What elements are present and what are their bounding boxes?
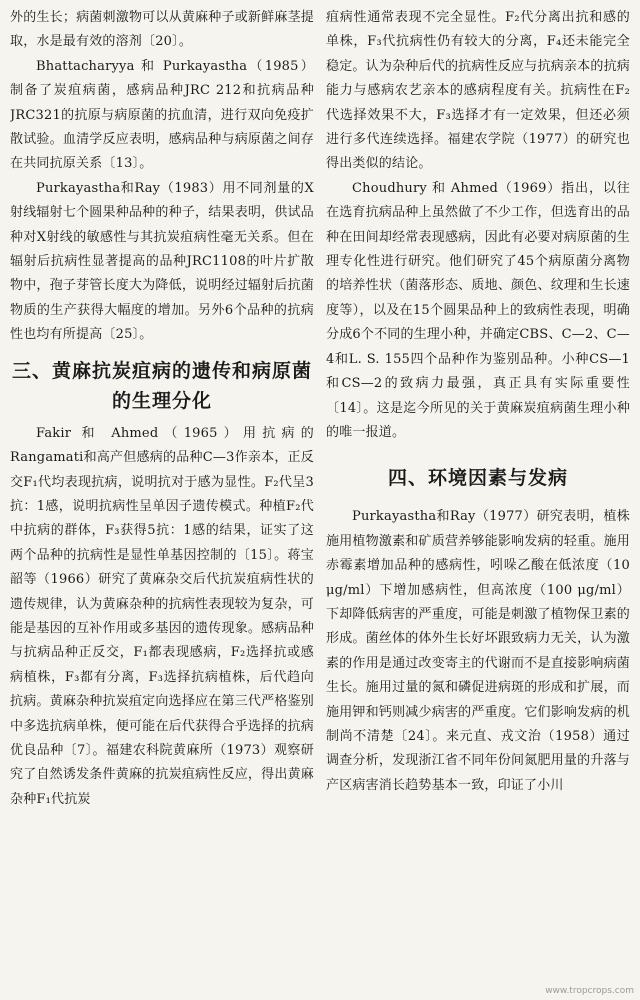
paragraph: Purkayastha和Ray（1977）研究表明，植株施用植物激素和矿质营养够能影响发病的轻重。施用赤霉素增加品种的感病性，吲哚乙酸在低浓度（10 μg/ml）下增加感病性，但高浓度（100 μg/ml）下却降低病害的严重度，可能是刺激了植物保卫素的形成。菌丝体的体外生长好坏跟致病力无关，认为激素的作用是通过改变寄主的代谢而不是直接影响病菌生长。施用过量的氮和磷促进病斑的形成和扩展，而施用钾和钙则减少病害的严重度。它们影响发病的机制尚不清楚〔24〕。来元直、戎文治（1958）通过调查分析，发现浙江省不同年份间氮肥用量的升落与产区病害消长趋势基本一致，印证了小川: [326, 509, 630, 793]
paragraph: Purkayastha和Ray（1983）用不同剂量的X射线辐射七个圆果种品种的种子，结果表明，供试品种对X射线的敏感性与其抗炭疽病性毫无关系。但在辐射后抗病性显著提高的品种JRC1108的叶片扩散物中，孢子芽管长度大为降低，说明经过辐射后抗菌物质的生产获得大幅度的增加。另外6个品种的抗病性也均有所提高〔25〕。: [10, 180, 314, 343]
paragraph: Choudhury 和 Ahmed（1969）指出，以往在选育抗病品种上虽然做了不少工作，但选育出的品种在田间却经常表现感病，因此有必要对病原菌的生理专化性进行研究。他们研究了45个病原菌分离物的培养性状（菌落形态、质地、颜色、纹理和生长速度等），以及在15个圆果品种上的致病性表现，明确分成6个不同的生理小种，并确定CBS、C—2、C—4和L. S. 155四个品种作为鉴别品种。小种CS—1和CS—2的致病力最强，真正具有实际重要性〔14〕。这是迄今所见的关于黄麻炭疽病菌生理小种的唯一报道。: [326, 180, 630, 440]
paragraph: 外的生长；病菌刺激物可以从黄麻种子或新鲜麻茎提取，水是最有效的溶剂〔20〕。: [10, 10, 314, 50]
paragraph: Fakir 和 Ahmed（1965）用抗病的Rangamati和高产但感病的品种C—3作亲本，正反交F₁代均表现抗病，说明抗对于感为显性。F₂代呈3抗：1感，说明抗病性呈单因子遗传模式。种植F₂代中抗病的群体，F₃获得5抗：1感的结果，证实了这两个品种的抗病性是显性单基因控制的〔15〕。蒋宝韶等（1966）研究了黄麻杂交后代抗炭疽病性状的遗传规律，认为黄麻杂种的抗病性表现较为复杂，可能是基因的互补作用或多基因的遗传现象。感病品种与抗病品种正反交，F₁都表现感病，F₂选择抗或感病植株，F₃都有分离，F₃选择抗病植株，后代趋向抗病。黄麻杂种抗炭疽定向选择应在第三代严格鉴别中多选抗病单株，便可能在后代获得合乎选择的抗病优良品种〔7〕。福建农科院黄麻所（1973）观察研究了自然诱发条件黄麻的抗炭疽病性反应，得出黄麻杂种F₁代抗炭: [10, 425, 314, 807]
section-heading: 三、黄麻抗炭疽病的遗传和病原菌的生理分化: [11, 359, 312, 412]
paragraph: 疽病性通常表现不完全显性。F₂代分离出抗和感的单株，F₃代抗病性仍有较大的分离，F₄还未能完全稳定。认为杂种后代的抗病性反应与抗病亲本的抗病能力与感病农艺亲本的感病程度有关。抗病性在F₂代选择效果不大，F₃选择才有一定效果，但还必须进行多代连续选择。福建农学院（1977）的研究也得出类似的结论。: [326, 10, 630, 172]
section-heading: 四、环境因素与发病: [387, 467, 568, 490]
left-column: [10, 6, 314, 1000]
two-column-layout: [10, 6, 632, 1000]
watermark: www.tropcrops.com: [545, 986, 634, 996]
right-column: [326, 6, 630, 1000]
paragraph: Bhattacharyya 和 Purkayastha（1985）制备了炭疽病菌，感病品种JRC 212和抗病品种JRC321的抗原与病原菌的抗血清，进行双向免疫扩散试验。血清学反应表明，感病品种与病原菌之间存在共同抗原关系〔13〕。: [10, 58, 314, 172]
